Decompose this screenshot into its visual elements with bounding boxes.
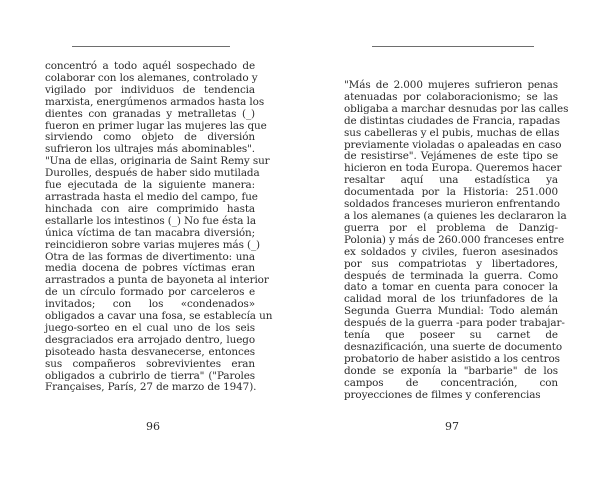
body-text — [45, 60, 273, 394]
text-line: "Una de ellas, originaria de Saint Remy sur — [45, 155, 270, 168]
text-line: previamente violadas o apaleadas en caso — [344, 138, 562, 151]
text-line: estallarle los intestinos (_) No fue ésta la — [45, 214, 256, 227]
text-line: ex soldados y civiles, fueron asesinados — [344, 245, 558, 258]
text-line: por sus compatriotas y libertadores, — [344, 257, 558, 270]
text-line: documentada por la Historia: 251.000 — [344, 186, 558, 199]
text-line: arrastrada hasta el medio del campo, fue — [45, 190, 258, 203]
header-rule — [72, 46, 230, 47]
text-line: fue ejecutada de la siguiente manera: — [45, 179, 255, 192]
text-line: invitados; con los «condenados» — [45, 298, 255, 311]
text-line: pisoteado hasta desvanecerse, entonces — [45, 345, 255, 358]
text-line: obligados a cubrirlo de tierra" ("Paroles — [45, 369, 255, 382]
text-line: única víctima de tan macabra diversión; — [45, 226, 255, 239]
page-number: 96 — [146, 420, 160, 433]
text-line: probatorio de haber asistido a los centros — [344, 352, 560, 365]
text-line: dato a tomar en cuenta para conocer la — [344, 281, 558, 294]
text-line: resaltar aquí una estadística ya — [344, 174, 558, 187]
text-line: colaborar con los alemanes, controlado y — [45, 71, 258, 84]
text-line: "Más de 2.000 mujeres sufrieron penas — [344, 79, 558, 91]
text-line: proyecciones de filmes y conferencias — [344, 388, 541, 401]
text-line: atenuadas por colaboracionismo; se las — [344, 90, 558, 103]
text-line: después de la guerra -para poder trabajar- — [344, 317, 565, 330]
header-rule — [372, 46, 534, 47]
text-line: después de terminada la guerra. Como — [344, 269, 558, 282]
text-line: tenía que poseer su carnet de — [344, 329, 558, 342]
text-line: media docena de pobres víctimas eran — [45, 262, 255, 275]
text-line: soldados franceses murieron enfrentando — [344, 198, 560, 211]
text-line: fueron en primer lugar las mujeres las que — [45, 119, 267, 132]
text-line: Segunda Guerra Mundial: Todo alemán — [344, 305, 558, 318]
text-line: guerra por el problema de Danzig- — [344, 221, 558, 234]
text-line: Durolles, después de haber sido mutilada — [45, 167, 260, 180]
text-line: Polonia) y más de 260.000 franceses entre — [344, 233, 565, 246]
text-line: concentró a todo aquél sospechado de — [45, 60, 255, 72]
text-line: hicieron en toda Europa. Queremos hacer — [344, 162, 562, 175]
right-page — [300, 0, 600, 485]
text-line: reincidieron sobre varias mujeres más (_) — [45, 238, 261, 251]
text-line: sirviendo como objeto de diversión — [45, 131, 255, 144]
text-line: a los alemanes (a quienes les declararon la — [344, 209, 567, 222]
text-line: campos de concentración, con — [344, 376, 558, 389]
text-line: obligados a cavar una fosa, se establecía un — [45, 310, 273, 323]
text-line: donde se exponía la "barbarie" de los — [344, 364, 558, 377]
text-line: vigilado por individuos de tendencia — [45, 83, 255, 96]
text-line: de un círculo formado por carceleros e — [45, 286, 255, 299]
body-text — [344, 79, 569, 401]
text-line: arrastrados a punta de bayoneta al interior — [45, 274, 269, 287]
text-line: Otra de las formas de divertimento: una — [45, 250, 255, 263]
text-line: sus compañeros sobrevivientes eran — [45, 357, 255, 370]
text-line: dientes con granadas y metralletas (_) — [45, 107, 255, 120]
text-line: desgraciados era arrojado dentro, luego — [45, 333, 255, 346]
text-line: de resistirse". Vejámenes de este tipo se — [344, 150, 558, 163]
text-line: juego-sorteo en el cual uno de los seis — [45, 321, 255, 334]
text-line: de distintas ciudades de Francia, rapadas — [344, 114, 560, 127]
text-line: obligaba a marchar desnudas por las calles — [344, 102, 569, 115]
text-line: calidad moral de los triunfadores de la — [344, 293, 558, 306]
text-line: desnazificación, una suerte de documento — [344, 340, 562, 353]
text-line: hinchada con aire comprimido hasta — [45, 202, 255, 215]
page-number: 97 — [445, 420, 459, 433]
text-line: sus cabelleras y el pubis, muchas de ellas — [344, 126, 560, 139]
text-line: sufrieron los ultrajes más abominables". — [45, 143, 255, 156]
text-line: Françaises, París, 27 de marzo de 1947). — [45, 381, 257, 394]
text-line: marxista, energúmenos armados hasta los — [45, 95, 265, 108]
